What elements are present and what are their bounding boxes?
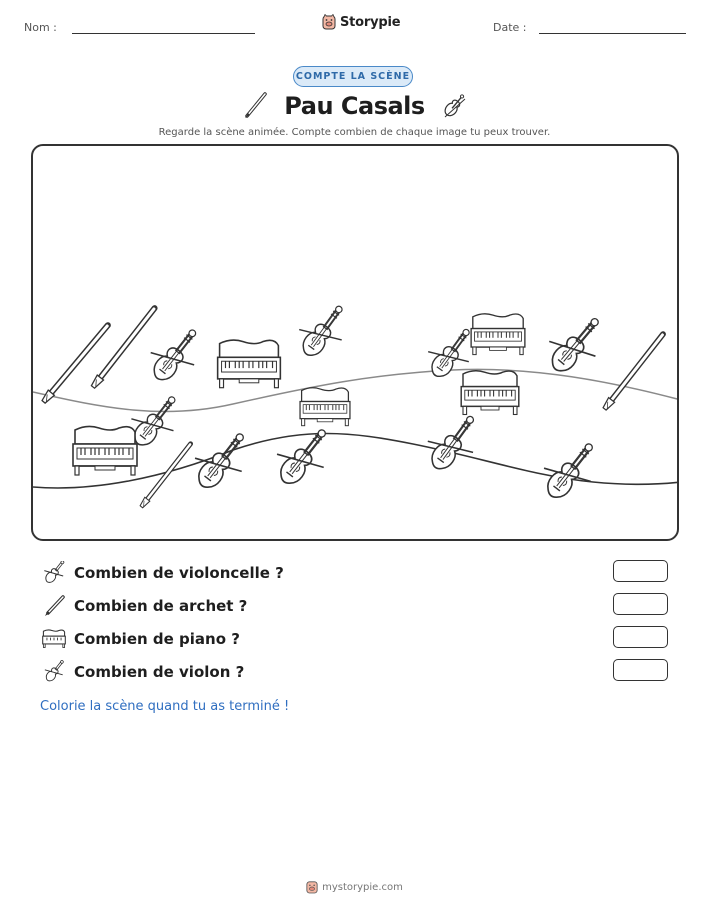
scene-piano bbox=[461, 371, 519, 415]
scene-violin bbox=[184, 421, 259, 500]
question-text: Combien de piano ? bbox=[74, 630, 240, 648]
scene-bow bbox=[90, 306, 158, 390]
scene-violin bbox=[538, 305, 614, 383]
scene-illustration bbox=[33, 146, 679, 541]
answer-box-violin[interactable] bbox=[613, 659, 668, 681]
scene-bow bbox=[602, 332, 666, 412]
page-title: Pau Casals bbox=[284, 92, 425, 120]
counting-scene bbox=[31, 144, 679, 541]
brand-logo bbox=[322, 14, 400, 30]
scene-violin bbox=[418, 404, 489, 480]
date-line[interactable] bbox=[539, 33, 686, 34]
question-bow bbox=[41, 593, 247, 619]
bow-icon bbox=[240, 91, 270, 121]
pig-mascot-icon bbox=[306, 880, 318, 894]
footer bbox=[0, 880, 709, 894]
scene-violin bbox=[290, 295, 357, 366]
coloring-instruction: Colorie la scène quand tu as terminé ! bbox=[40, 699, 290, 714]
date-label: Date : bbox=[493, 21, 527, 34]
scene-violin bbox=[533, 431, 608, 510]
scene-piano bbox=[300, 388, 350, 426]
scene-piano bbox=[471, 314, 525, 355]
violin-icon bbox=[41, 659, 67, 685]
answer-box-cello[interactable] bbox=[613, 560, 668, 582]
scene-violin bbox=[141, 318, 211, 391]
answer-box-bow[interactable] bbox=[613, 593, 668, 615]
question-text: Combien de violon ? bbox=[74, 663, 245, 681]
piano-icon bbox=[41, 626, 67, 652]
instructions-text: Regarde la scène animée. Compte combien de chaque image tu peux trouver. bbox=[158, 127, 551, 138]
brand-name: Storypie bbox=[340, 14, 401, 30]
scene-violin bbox=[266, 417, 341, 496]
question-text: Combien de violoncelle ? bbox=[74, 564, 284, 582]
footer-url[interactable]: mystorypie.com bbox=[322, 881, 403, 893]
pig-mascot-icon bbox=[322, 14, 336, 30]
cello-icon bbox=[41, 560, 67, 586]
scene-bow bbox=[41, 323, 111, 405]
scene-bow bbox=[139, 442, 193, 509]
activity-badge: COMPTE LA SCÈNE bbox=[293, 66, 413, 87]
bow-icon bbox=[41, 593, 67, 619]
question-cello bbox=[41, 560, 284, 586]
answer-box-piano[interactable] bbox=[613, 626, 668, 648]
question-piano bbox=[41, 626, 240, 652]
name-line[interactable] bbox=[72, 33, 255, 34]
name-label: Nom : bbox=[24, 21, 57, 34]
question-violin bbox=[41, 659, 244, 685]
scene-piano bbox=[218, 340, 281, 388]
question-text: Combien de archet ? bbox=[74, 597, 248, 615]
title-row bbox=[0, 91, 709, 121]
violin-icon bbox=[439, 91, 469, 121]
scene-piano bbox=[73, 426, 137, 475]
